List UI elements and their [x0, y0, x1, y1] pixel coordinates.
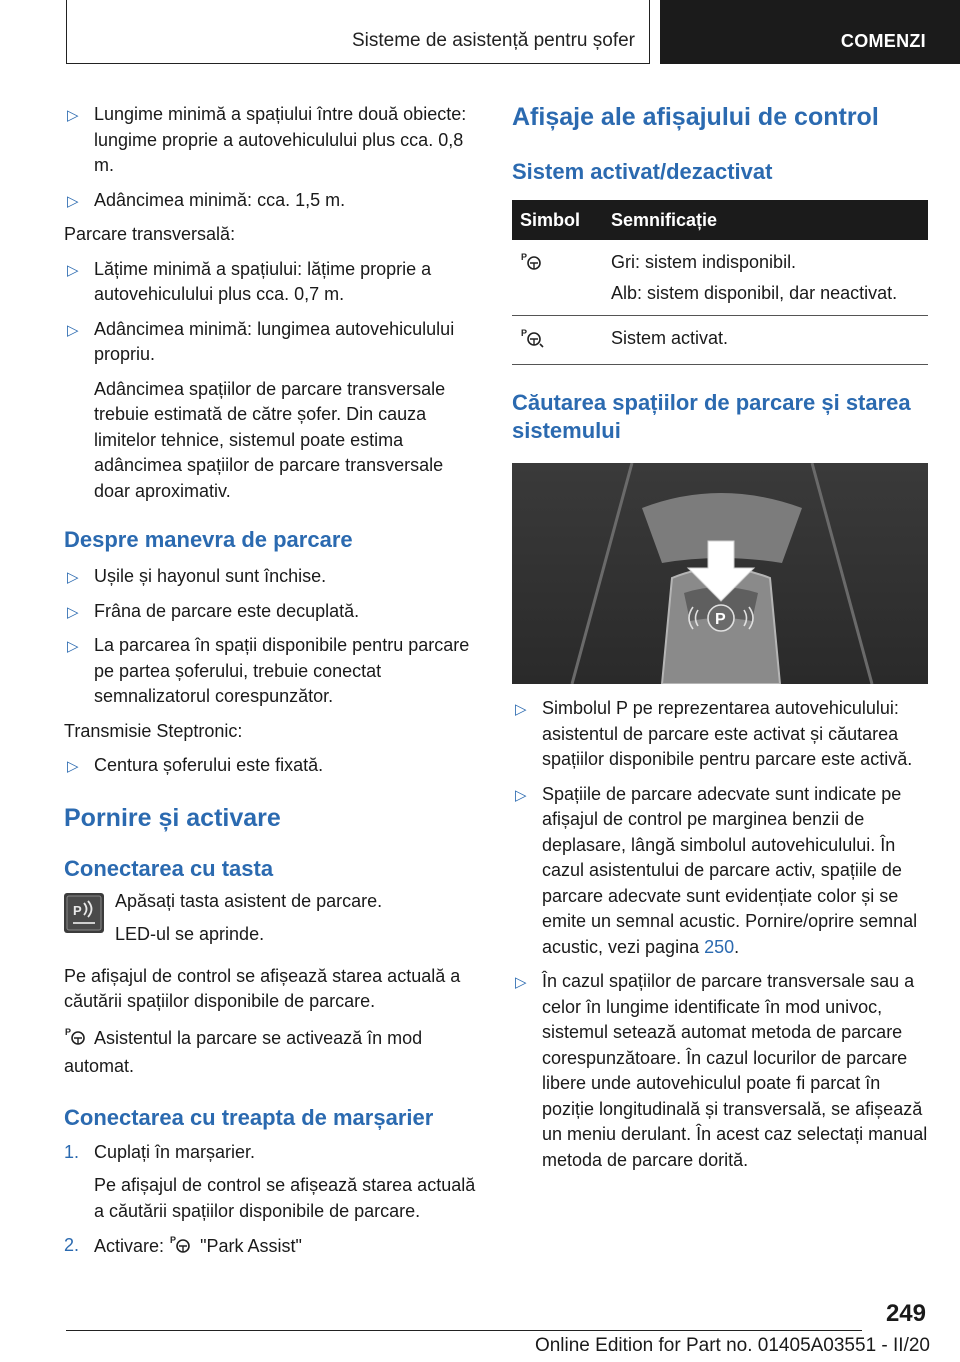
triangle-bullet-icon: ▷ — [67, 261, 79, 279]
footer-edition: Online Edition for Part no. 01405A03551 - II/20 — [534, 1335, 930, 1356]
park-assist-icon — [169, 1233, 195, 1263]
transverse-label: Parcare transversală: — [64, 224, 236, 244]
page-reference-link[interactable]: 250 — [704, 936, 735, 957]
park-assist-off-icon — [520, 252, 546, 276]
button-result: LED-ul se aprinde. — [115, 924, 265, 944]
park-assist-icon — [64, 1025, 90, 1055]
symbol-table — [512, 200, 928, 365]
triangle-bullet-icon: ▷ — [515, 786, 527, 804]
page-number: 249 — [885, 1300, 926, 1327]
table-row — [512, 240, 928, 316]
table-row — [512, 316, 928, 365]
col-meaning: Semnificație — [603, 200, 928, 240]
svg-text:P: P — [73, 902, 82, 918]
list-item: ▷ Spațiile de parcare adecvate sunt indicate pe afișajul de control pe marginea benzii de deplasare, lângă simbolul autovehiculului. În cazul asistentului de parcare activ, spațiile de parcare adecvate sunt evidențiate color și se emite un semnal acustic. Pornire/oprire semnal acustic, vezi pagina 250. — [515, 783, 918, 957]
status-subheading: Sistem activat/dezactivat — [512, 159, 773, 184]
list-item: ▷ La parcarea în spații disponibile pentru parcare pe partea șoferului, trebuie conectat semnalizatorul corespunzător. — [67, 635, 470, 706]
col-symbol: Simbol — [512, 200, 603, 240]
meaning-cell: Sistem activat. — [603, 316, 928, 365]
triangle-bullet-icon: ▷ — [67, 321, 79, 339]
svg-text:P: P — [521, 252, 528, 262]
list-item: ▷ Frâna de parcare este decuplată. — [64, 599, 480, 625]
triangle-bullet-icon: ▷ — [67, 603, 79, 621]
svg-text:P: P — [65, 1026, 72, 1037]
svg-text:P: P — [521, 328, 528, 338]
step-item: 2. Activare: P "Park Assist" — [64, 1233, 480, 1263]
table-header-row — [512, 200, 928, 240]
list-item: ▷ Simbolul P pe reprezentarea autovehiculului: asistentul de parcare este activat și căutarea spațiilor disponibile pentru parcare este activă. — [515, 698, 913, 769]
transverse-list — [64, 257, 480, 505]
reverse-heading: Conectarea cu treapta de marșarier — [64, 1104, 434, 1130]
symbol-cell — [512, 240, 603, 316]
park-assist-on-icon — [520, 328, 546, 352]
list-item: ▷ Adâncimea minimă: cca. 1,5 m. — [64, 188, 480, 214]
button-instruction: Apăsați tasta asistent de parcare. — [115, 890, 383, 911]
left-column — [64, 102, 480, 1272]
transverse-note: Adâncimea spațiilor de parcare transversale trebuie estimată de către șofer. Din cauza limitelor tehnice, sistemul poate estima adâncimea spațiilor de parcare transversale doar aproximativ. — [94, 378, 446, 501]
reverse-steps — [64, 1140, 480, 1263]
steptronic-list — [64, 753, 480, 779]
triangle-bullet-icon: ▷ — [67, 758, 79, 775]
footer-divider — [66, 1330, 862, 1331]
header-section-box — [66, 0, 650, 64]
auto-text-paragraph: P Asistentul la parcare se activează în mod automat. — [64, 1026, 423, 1076]
list-item: ▷ Lățime minimă a spațiului: lățime proprie a autovehiculului plus cca. 0,7 m. — [67, 258, 432, 304]
search-heading: Căutarea spațiilor de parcare și starea sistemului — [512, 390, 911, 443]
figure-p-label: P — [715, 611, 726, 628]
maneuver-list — [64, 564, 480, 710]
display-text: Pe afișajul de control se afișează starea actuală a căutării spațiilor disponibile de parcare. — [64, 965, 461, 1011]
maneuver-heading: Despre manevra de parcare — [64, 527, 353, 552]
steptronic-label: Transmisie Steptronic: — [64, 720, 243, 741]
start-heading: Pornire și activare — [64, 803, 281, 832]
search-status-list — [512, 696, 930, 1173]
list-item: ▷ Ușile și hayonul sunt închise. — [64, 564, 480, 590]
list-item: ▷ În cazul spațiilor de parcare transversale sau a celor în lungime identificate în mod univoc, sistemul setează automat metoda de parcare corespunzătoare. În cazul locurilor de parcare libere unde autovehiculul poate fi parcat în poziție longitudinală și transversală, se afișează un meniu derulant. În acest caz selectați manual metoda de parcare dorită. — [515, 971, 928, 1170]
park-button-row — [64, 889, 480, 948]
symbol-cell — [512, 316, 603, 365]
step-item: 1. Cuplați în marșarier. Pe afișajul de control se afișează starea actuală a căutării spațiilor disponibile de parcare. — [64, 1141, 476, 1221]
triangle-bullet-icon: ▷ — [67, 569, 79, 586]
triangle-bullet-icon: ▷ — [67, 107, 79, 124]
meaning-cell: Gri: sistem indisponibil. Alb: sistem disponibil, dar neactivat. — [603, 240, 928, 316]
chapter-title: COMENZI — [840, 31, 926, 51]
triangle-bullet-icon: ▷ — [515, 974, 527, 991]
button-heading: Conectarea cu tasta — [64, 855, 274, 881]
triangle-bullet-icon: ▷ — [67, 638, 79, 655]
display-heading: Afișaje ale afișajului de control — [512, 103, 879, 131]
right-column — [512, 102, 930, 1182]
triangle-bullet-icon: ▷ — [515, 701, 527, 718]
park-assist-button-icon — [64, 893, 104, 933]
list-item: ▷ Adâncimea minimă: lungimea autovehiculului propriu. Adâncimea spațiilor de parcare transversale trebuie estimată de către șofer. Din cauza limitelor tehnice, sistemul poate estima adâncimea spațiilor de parcare transversale doar aproximativ. — [64, 317, 480, 505]
header-chapter-box — [660, 0, 960, 64]
section-title: Sisteme de asistență pentru șofer — [351, 30, 635, 51]
min-length-list — [64, 102, 480, 213]
triangle-bullet-icon: ▷ — [67, 192, 79, 210]
svg-text:P: P — [170, 1235, 177, 1245]
parking-display-figure — [512, 463, 928, 684]
list-item: ▷ Centura șoferului este fixată. — [64, 753, 480, 779]
list-item: ▷ Lungime minimă a spațiului între două obiecte: lungime proprie a autovehiculului plus cca. 0,8 m. — [67, 104, 467, 175]
